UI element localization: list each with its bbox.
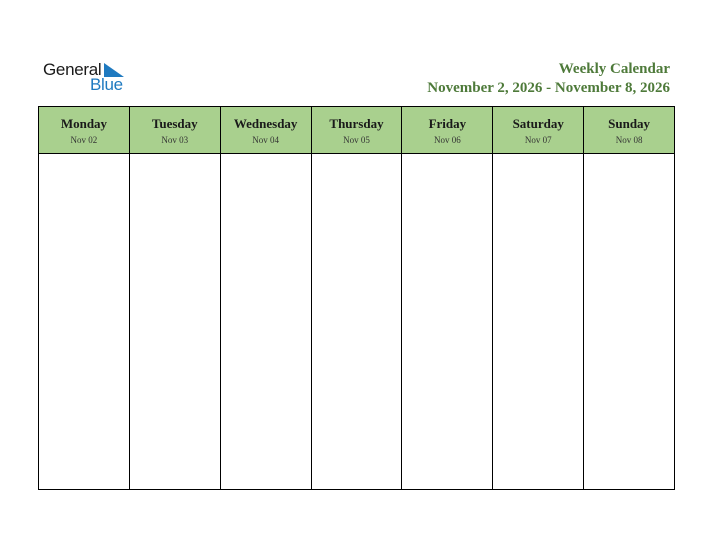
day-column-wednesday (220, 107, 311, 489)
day-cell[interactable] (584, 154, 674, 489)
day-cell[interactable] (130, 154, 220, 489)
day-column-tuesday (129, 107, 220, 489)
day-column-sunday (583, 107, 674, 489)
day-column-friday (401, 107, 492, 489)
week-grid (38, 106, 675, 490)
day-date: Nov 08 (615, 135, 643, 145)
logo-word-blue: Blue (90, 75, 123, 94)
day-header (312, 107, 402, 154)
day-name: Saturday (512, 116, 564, 131)
day-name: Monday (60, 116, 108, 131)
day-header (402, 107, 492, 154)
day-name: Friday (428, 116, 467, 131)
day-date: Nov 06 (433, 135, 461, 145)
day-date: Nov 05 (343, 135, 370, 145)
day-column-monday (39, 107, 129, 489)
day-name: Sunday (608, 116, 651, 131)
day-column-thursday (311, 107, 402, 489)
day-date: Nov 07 (524, 135, 552, 145)
generalblue-logo (43, 60, 133, 100)
day-name: Wednesday (233, 116, 298, 131)
day-cell[interactable] (493, 154, 583, 489)
day-header (584, 107, 674, 154)
day-name: Thursday (329, 116, 384, 131)
day-header (39, 107, 129, 154)
day-date: Nov 04 (252, 135, 280, 145)
page-title: Weekly Calendar (558, 61, 670, 77)
day-date: Nov 02 (70, 135, 98, 145)
day-header (493, 107, 583, 154)
day-date: Nov 03 (161, 135, 189, 145)
day-name: Tuesday (151, 116, 198, 131)
day-cell[interactable] (402, 154, 492, 489)
day-header (130, 107, 220, 154)
day-cell[interactable] (221, 154, 311, 489)
day-header (221, 107, 311, 154)
page-header (427, 60, 670, 98)
date-range: November 2, 2026 - November 8, 2026 (427, 80, 670, 96)
day-column-saturday (492, 107, 583, 489)
day-cell[interactable] (39, 154, 129, 489)
day-cell[interactable] (312, 154, 402, 489)
logo-word-general: General (43, 60, 102, 79)
